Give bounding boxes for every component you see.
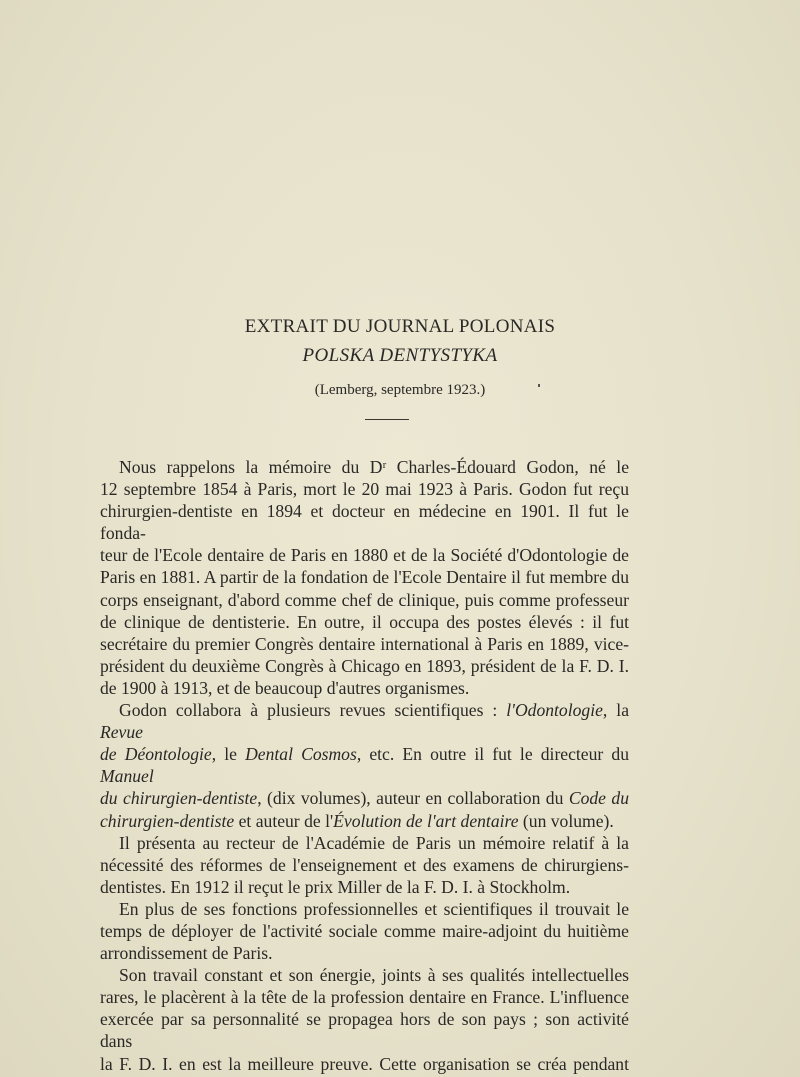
italic-run: chirurgien-dentiste	[100, 810, 235, 831]
article-title: EXTRAIT DU JOURNAL POLONAIS	[244, 316, 556, 337]
text-run: , la	[602, 700, 629, 721]
text-line: exercée par sa personnalité se propagea hors de son pays ; son activité dans	[100, 1009, 629, 1052]
article-body	[100, 456, 629, 1075]
text-line: teur de l'Ecole dentaire de Paris en 1880 et de la Société d'Odontologie de	[100, 545, 629, 566]
text-line: nécessité des réformes de l'enseignement et des examens de chirurgiens-	[100, 854, 629, 875]
paragraph-5	[100, 964, 629, 1074]
paragraph-3	[100, 832, 629, 898]
text-line: Paris en 1881. A partir de la fondation de l'Ecole Dentaire il fut membre du	[100, 567, 629, 588]
text-line: temps de déployer de l'activité sociale comme maire-adjoint du huitième	[100, 920, 629, 941]
journal-name: POLSKA DENTYSTYKA	[302, 345, 498, 366]
text-line: corps enseignant, d'abord comme chef de clinique, puis comme professeur	[100, 589, 629, 610]
italic-run: Évolution de l'art dentaire	[333, 810, 519, 831]
text-run: , (dix volumes), auteur en collaboration du	[257, 788, 569, 809]
text-line: Son travail constant et son énergie, joints à ses qualités intellectuelles	[119, 965, 629, 986]
paragraph-1	[100, 456, 629, 699]
text-line: arrondissement de Paris.	[100, 943, 273, 964]
print-speck	[538, 384, 540, 387]
italic-run: Dental Cosmos	[245, 744, 357, 765]
italic-run: Revue	[100, 722, 143, 743]
text-line: rares, le placèrent à la tête de la profession dentaire en France. L'influence	[100, 987, 629, 1008]
text-line: 12 septembre 1854 à Paris, mort le 20 mai 1923 à Paris. Godon fut reçu	[100, 479, 629, 500]
italic-run: du chirurgien-dentiste	[100, 788, 258, 809]
italic-run: Manuel	[100, 766, 154, 787]
dateline: (Lemberg, septembre 1923.)	[314, 382, 486, 398]
text-line: la F. D. I. en est la meilleure preuve. Cette organisation se créa pendant	[100, 1053, 629, 1074]
separator-rule	[365, 419, 409, 420]
text-run: , etc. En outre il fut le directeur du	[356, 744, 629, 765]
italic-run: de Déontologie	[100, 744, 212, 765]
paragraph-4	[100, 898, 629, 964]
paragraph-2	[100, 699, 629, 832]
text-run: Godon collabora à plusieurs revues scientifiques :	[119, 700, 507, 721]
text-line: dentistes. En 1912 il reçut le prix Miller de la F. D. I. à Stockholm.	[100, 876, 571, 897]
text-line	[100, 787, 629, 809]
text-line: chirurgien-dentiste en 1894 et docteur en médecine en 1901. Il fut le fonda-	[100, 501, 629, 544]
text-line: Il présenta au recteur de l'Académie de Paris un mémoire relatif à la	[119, 832, 629, 853]
text-run: et auteur de l'	[234, 810, 334, 831]
text-run: , le	[211, 744, 246, 765]
italic-run: l'Odontologie	[506, 700, 603, 721]
italic-run: Code du	[568, 788, 629, 809]
text-run: (un volume).	[518, 810, 614, 831]
text-line	[100, 699, 629, 743]
text-line: Nous rappelons la mémoire du Dʳ Charles-Édouard Godon, né le	[119, 457, 629, 477]
text-line: secrétaire du premier Congrès dentaire international à Paris en 1889, vice-	[100, 633, 629, 654]
text-line: de clinique de dentisterie. En outre, il occupa des postes élevés : il fut	[100, 611, 629, 632]
text-line: de 1900 à 1913, et de beaucoup d'autres organismes.	[100, 677, 470, 698]
text-line: président du deuxième Congrès à Chicago en 1893, président de la F. D. I.	[100, 655, 629, 676]
text-line	[100, 743, 629, 787]
text-line	[100, 810, 629, 832]
text-line: En plus de ses fonctions professionnelles et scientifiques il trouvait le	[119, 898, 629, 919]
